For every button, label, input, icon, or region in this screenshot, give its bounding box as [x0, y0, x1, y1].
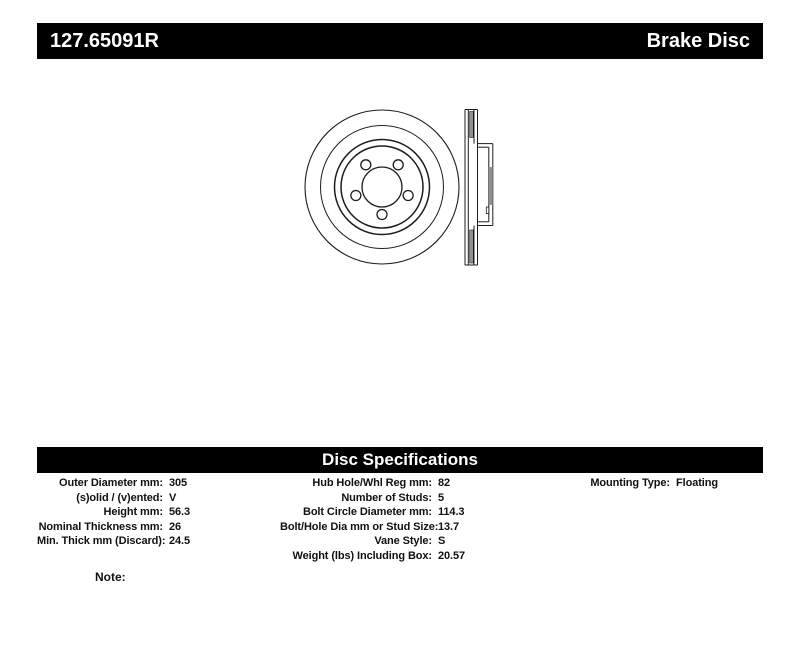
- spec-row-solid-vented: [37, 491, 190, 506]
- spec-value: 305: [169, 477, 188, 489]
- spec-label: Outer Diameter mm:: [59, 477, 163, 489]
- spec-value: 20.57: [438, 549, 466, 562]
- spec-value: V: [169, 491, 177, 504]
- spec-label: Weight (lbs) Including Box:: [292, 549, 432, 562]
- spec-row-weight: [280, 549, 465, 564]
- note-label: Note:: [95, 570, 126, 584]
- spec-label: Bolt Circle Diameter mm:: [302, 506, 432, 519]
- spec-label: Height mm:: [103, 506, 163, 519]
- spec-label: Hub Hole/Whl Reg mm:: [312, 477, 432, 489]
- spec-label: Bolt/Hole Dia mm or Stud Size:: [280, 520, 439, 533]
- spec-value: 13.7: [438, 520, 460, 533]
- spec-row-mounting-type: [540, 476, 718, 491]
- spec-label: Number of Studs:: [341, 491, 432, 504]
- brake-disc-cross-section: [465, 110, 493, 266]
- spec-column-middle: [280, 476, 465, 564]
- spec-value: 114.3: [438, 506, 465, 519]
- brake-disc-technical-drawing: [290, 92, 505, 277]
- spec-value: 56.3: [169, 506, 191, 519]
- spec-value: 26: [169, 520, 182, 533]
- spec-row-nominal-thickness: [37, 520, 190, 535]
- brake-disc-front-view: [305, 110, 459, 264]
- product-title: Brake Disc: [646, 29, 750, 52]
- spec-value: 5: [438, 491, 445, 504]
- spec-section-title: Disc Specifications: [322, 450, 478, 469]
- part-number: 127.65091R: [50, 29, 159, 52]
- spec-label: Min. Thick mm (Discard):: [37, 535, 166, 548]
- spec-label: Vane Style:: [374, 535, 432, 548]
- spec-row-hub-hole: [280, 476, 465, 491]
- spec-value: Floating: [676, 477, 718, 489]
- stud-holes: [351, 160, 413, 220]
- spec-row-height: [37, 505, 190, 520]
- spec-column-right: [540, 476, 718, 491]
- spec-column-left: [37, 476, 190, 549]
- spec-row-min-thickness: [37, 534, 190, 549]
- spec-value: S: [438, 535, 446, 548]
- spec-row-number-of-studs: [280, 491, 465, 506]
- spec-value: 82: [438, 477, 451, 489]
- spec-row-bolt-circle-diameter: [280, 505, 465, 520]
- spec-value: 24.5: [169, 535, 191, 548]
- spec-row-bolt-hole-dia: [280, 520, 465, 535]
- spec-section-header: [37, 447, 763, 473]
- title-bar: [37, 23, 763, 59]
- spec-row-outer-diameter: [37, 476, 190, 491]
- spec-label: Nominal Thickness mm:: [38, 520, 163, 533]
- spec-row-vane-style: [280, 534, 465, 549]
- spec-label: Mounting Type:: [590, 477, 670, 489]
- spec-label: (s)olid / (v)ented:: [76, 491, 163, 504]
